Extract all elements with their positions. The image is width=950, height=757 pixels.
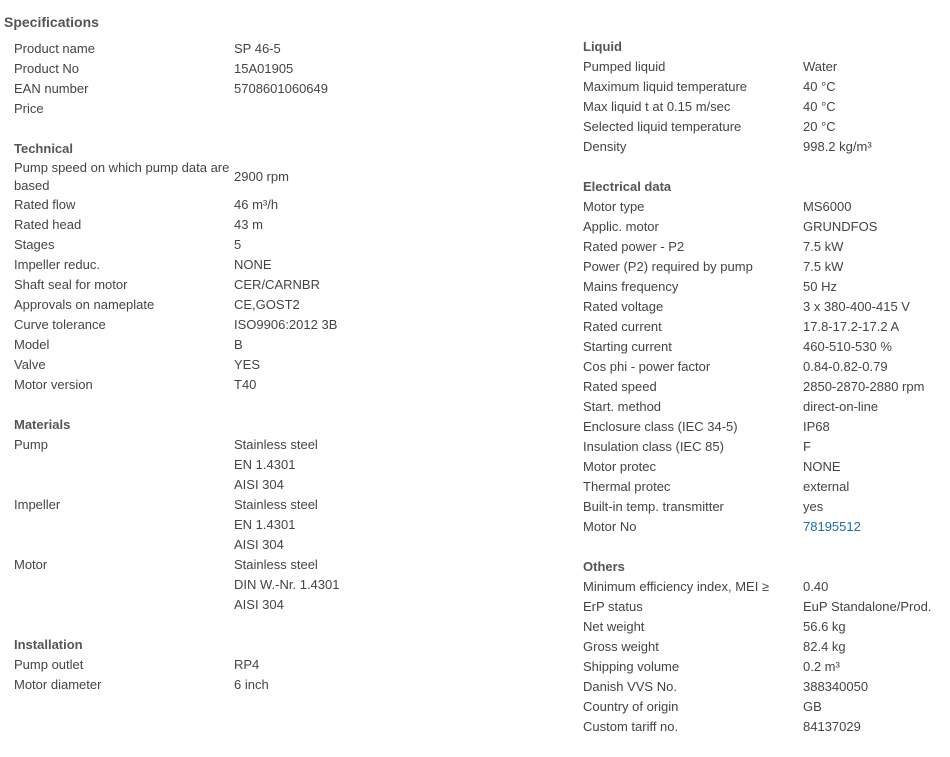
spec-label: Product name [14, 41, 95, 56]
spec-value: 6 inch [234, 677, 269, 692]
spec-value: CER/CARNBR [234, 277, 320, 292]
section-heading: Installation [14, 637, 83, 652]
spec-label: Maximum liquid temperature [583, 79, 748, 94]
spec-label: Motor No [583, 519, 637, 534]
spec-value: ISO9906:2012 3B [234, 317, 338, 332]
section-heading: Electrical data [583, 179, 672, 194]
spec-value: NONE [234, 257, 272, 272]
spec-value: B [234, 337, 243, 352]
spec-row-maximum-liquid-temperature [583, 77, 950, 97]
spec-row-motor-protec [583, 457, 950, 477]
spec-row-product-no [14, 59, 554, 79]
spec-label: Enclosure class (IEC 34-5) [583, 419, 738, 434]
spec-row-stages [14, 235, 554, 255]
material-values [234, 435, 318, 495]
spec-value: 388340050 [803, 679, 869, 694]
material-value: AISI 304 [234, 597, 284, 612]
spec-label: ErP status [583, 599, 643, 614]
spec-value: yes [803, 499, 824, 514]
spec-label: Product No [14, 61, 80, 76]
material-value: Stainless steel [234, 557, 318, 572]
material-value: EN 1.4301 [234, 457, 296, 472]
spec-label: Rated speed [583, 379, 657, 394]
spec-label: Impeller reduc. [14, 257, 100, 272]
spec-label: Motor type [583, 199, 645, 214]
spec-label: Mains frequency [583, 279, 679, 294]
spec-value: 17.8-17.2-17.2 A [803, 319, 900, 334]
spec-value: 5 [234, 237, 242, 252]
spec-row-custom-tariff-no [583, 717, 950, 737]
material-value: AISI 304 [234, 537, 284, 552]
spec-row-insulation-class-iec-85 [583, 437, 950, 457]
spec-row-erp-status [583, 597, 950, 617]
spec-value: RP4 [234, 657, 260, 672]
section-heading: Technical [14, 141, 74, 156]
spec-row-motor-no [583, 517, 950, 537]
spec-label: Custom tariff no. [583, 719, 679, 734]
spec-value: T40 [234, 377, 257, 392]
spec-value: 40 °C [803, 99, 836, 114]
spec-value: SP 46-5 [234, 41, 281, 56]
material-row-pump [14, 435, 554, 495]
spec-row-mains-frequency [583, 277, 950, 297]
spec-value: 50 Hz [803, 279, 837, 294]
spec-row-motor-diameter [14, 675, 554, 695]
section-heading: Liquid [583, 39, 622, 54]
page-title: Specifications [4, 14, 99, 30]
section-technical [14, 139, 554, 395]
spec-row-approvals-on-nameplate [14, 295, 554, 315]
spec-row-density [583, 137, 950, 157]
spec-label: EAN number [14, 81, 89, 96]
spec-label: Motor diameter [14, 677, 102, 692]
spec-value: 15A01905 [234, 61, 294, 76]
material-value: DIN W.-Nr. 1.4301 [234, 577, 340, 592]
spec-value: 2900 rpm [234, 169, 289, 184]
spec-row-shipping-volume [583, 657, 950, 677]
spec-value: 5708601060649 [234, 81, 328, 96]
spec-value: GB [803, 699, 822, 714]
spec-row-gross-weight [583, 637, 950, 657]
material-value: AISI 304 [234, 477, 284, 492]
spec-row-shaft-seal-for-motor [14, 275, 554, 295]
spec-row-rated-current [583, 317, 950, 337]
spec-value: direct-on-line [803, 399, 879, 414]
spec-value: GRUNDFOS [803, 219, 878, 234]
spec-value: 0.40 [803, 579, 829, 594]
spec-value: Water [803, 59, 838, 74]
spec-label: Valve [14, 357, 46, 372]
spec-label: Pump outlet [14, 657, 84, 672]
spec-row-rated-speed [583, 377, 950, 397]
spec-label: Motor version [14, 377, 93, 392]
spec-label: Selected liquid temperature [583, 119, 742, 134]
spec-label: Shipping volume [583, 659, 680, 674]
spec-value: EuP Standalone/Prod. [803, 599, 932, 614]
spec-label: Danish VVS No. [583, 679, 677, 694]
spec-row-rated-head [14, 215, 554, 235]
spec-label: Gross weight [583, 639, 659, 654]
section-general [14, 39, 554, 119]
spec-value: YES [234, 357, 261, 372]
spec-value: 460-510-530 % [803, 339, 892, 354]
spec-label: Starting current [583, 339, 672, 354]
spec-value: NONE [803, 459, 841, 474]
spec-row-selected-liquid-temperature [583, 117, 950, 137]
spec-label: Approvals on nameplate [14, 297, 155, 312]
spec-value: MS6000 [803, 199, 852, 214]
spec-label: Curve tolerance [14, 317, 106, 332]
spec-row-country-of-origin [583, 697, 950, 717]
spec-row-cos-phi-power-factor [583, 357, 950, 377]
spec-label: Density [583, 139, 627, 154]
spec-value: IP68 [803, 419, 830, 434]
spec-value: 20 °C [803, 119, 836, 134]
section-installation [14, 635, 554, 695]
spec-label: Start. method [583, 399, 662, 414]
spec-value: 0.2 m³ [803, 659, 840, 674]
spec-value: CE,GOST2 [234, 297, 300, 312]
spec-label: Rated voltage [583, 299, 664, 314]
spec-label: Power (P2) required by pump [583, 259, 753, 274]
material-value: Stainless steel [234, 437, 318, 452]
spec-row-ean-number [14, 79, 554, 99]
spec-value: 40 °C [803, 79, 836, 94]
spec-row-rated-power-p2 [583, 237, 950, 257]
section-materials [14, 415, 554, 615]
spec-row-rated-flow [14, 195, 554, 215]
section-others [583, 557, 950, 737]
spec-label: Motor protec [583, 459, 656, 474]
spec-label: Pump speed on which pump data are based [14, 160, 230, 193]
material-row-motor [14, 555, 554, 615]
spec-row-net-weight [583, 617, 950, 637]
spec-value: 0.84-0.82-0.79 [803, 359, 888, 374]
spec-row-pumped-liquid [583, 57, 950, 77]
spec-row-pump-outlet [14, 655, 554, 675]
spec-label: Net weight [583, 619, 645, 634]
spec-value: external [803, 479, 850, 494]
spec-row-enclosure-class-iec-34-5 [583, 417, 950, 437]
spec-row-model [14, 335, 554, 355]
spec-row-thermal-protec [583, 477, 950, 497]
spec-label: Built-in temp. transmitter [583, 499, 724, 514]
spec-row-impeller-reduc [14, 255, 554, 275]
spec-value: 7.5 kW [803, 259, 844, 274]
spec-label: Pumped liquid [583, 59, 666, 74]
spec-label: Insulation class (IEC 85) [583, 439, 724, 454]
section-heading: Others [583, 559, 625, 574]
spec-value: 46 m³/h [234, 197, 279, 212]
spec-value: 7.5 kW [803, 239, 844, 254]
spec-row-danish-vvs-no [583, 677, 950, 697]
spec-value: 84137029 [803, 719, 861, 734]
section-heading: Materials [14, 417, 71, 432]
spec-row-start-method [583, 397, 950, 417]
spec-label: Price [14, 101, 44, 116]
spec-row-curve-tolerance [14, 315, 554, 335]
spec-value: 43 m [234, 217, 263, 232]
spec-label: Shaft seal for motor [14, 277, 128, 292]
spec-row-starting-current [583, 337, 950, 357]
spec-row-product-name [14, 39, 554, 59]
material-value: Stainless steel [234, 497, 318, 512]
spec-label: Model [14, 337, 50, 352]
spec-value: 56.6 kg [803, 619, 846, 634]
spec-value: 82.4 kg [803, 639, 846, 654]
right-column [583, 37, 950, 757]
material-row-impeller [14, 495, 554, 555]
spec-row-pump-speed-on-which-pump-data-are-based [14, 159, 554, 195]
spec-value: 3 x 380-400-415 V [803, 299, 910, 314]
material-label: Motor [14, 557, 48, 572]
material-values [234, 495, 318, 555]
spec-label: Cos phi - power factor [583, 359, 711, 374]
spec-label: Rated current [583, 319, 662, 334]
spec-row-motor-version [14, 375, 554, 395]
spec-row-price [14, 99, 554, 119]
section-electrical-data [583, 177, 950, 537]
spec-row-power-p2-required-by-pump [583, 257, 950, 277]
material-values [234, 555, 339, 615]
spec-value-link[interactable]: 78195512 [803, 519, 861, 534]
left-column [14, 39, 554, 715]
spec-label: Applic. motor [583, 219, 659, 234]
spec-row-applic-motor [583, 217, 950, 237]
spec-row-minimum-efficiency-index-mei [583, 577, 950, 597]
spec-value: F [803, 439, 811, 454]
spec-row-valve [14, 355, 554, 375]
spec-label: Minimum efficiency index, MEI ≥ [583, 579, 770, 594]
spec-value: 2850-2870-2880 rpm [803, 379, 925, 394]
spec-row-motor-type [583, 197, 950, 217]
spec-label: Max liquid t at 0.15 m/sec [583, 99, 731, 114]
spec-row-rated-voltage [583, 297, 950, 317]
spec-label: Rated head [14, 217, 82, 232]
spec-label: Rated power - P2 [583, 239, 685, 254]
spec-row-max-liquid-t-at-0-15-m-sec [583, 97, 950, 117]
spec-row-built-in-temp-transmitter [583, 497, 950, 517]
material-value: EN 1.4301 [234, 517, 296, 532]
section-liquid [583, 37, 950, 157]
spec-label: Thermal protec [583, 479, 671, 494]
material-label: Pump [14, 437, 48, 452]
spec-value: 998.2 kg/m³ [803, 139, 872, 154]
spec-label: Country of origin [583, 699, 679, 714]
material-label: Impeller [14, 497, 61, 512]
spec-label: Rated flow [14, 197, 76, 212]
spec-label: Stages [14, 237, 55, 252]
